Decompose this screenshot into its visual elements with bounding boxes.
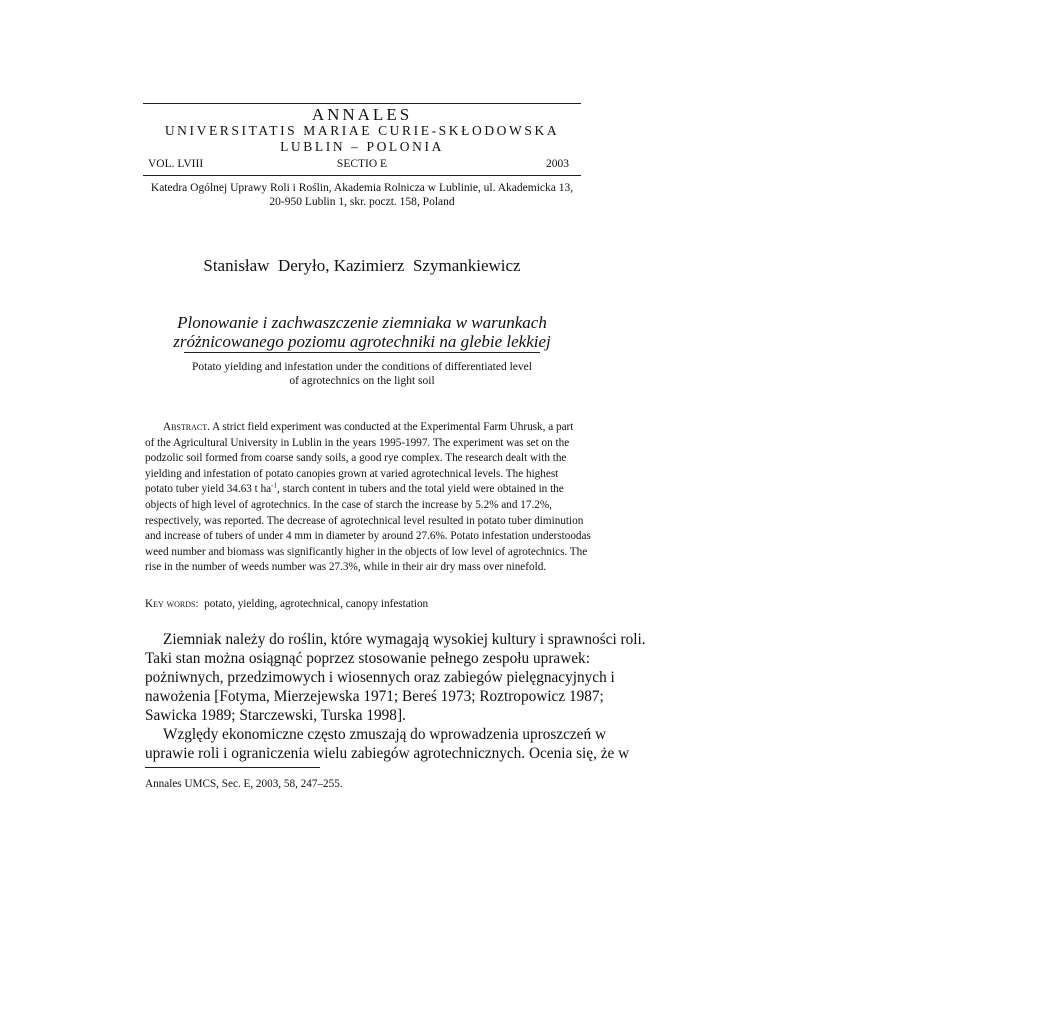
title-pl-line-1: Plonowanie i zachwaszczenie ziemniaka w warunkach bbox=[177, 313, 547, 332]
abstract-line: rise in the number of weeds number was 27.3%, while in their air dry mass over ninefold. bbox=[145, 561, 547, 574]
header-top-rule bbox=[143, 103, 581, 104]
body-line: Sawicka 1989; Starczewski, Turska 1998]. bbox=[145, 707, 406, 724]
footnote-rule bbox=[145, 767, 320, 768]
title-pl-line-2: zróżnicowanego poziomu agrotechniki na glebie lekkiej bbox=[173, 332, 551, 351]
keywords bbox=[145, 598, 428, 610]
title-underline bbox=[184, 352, 540, 353]
abstract-line: podzolic soil formed from coarse sandy soils, a good rye complex. The research dealt with the bbox=[145, 452, 567, 465]
body-line: Taki stan można osiągnąć poprzez stosowanie pełnego zespołu uprawek: bbox=[145, 650, 590, 667]
keywords-label: Key words bbox=[145, 598, 196, 610]
abstract-line: weed number and biomass was significantly higher in the objects of low level of agrotechnics. The bbox=[145, 545, 588, 558]
abstract-line: yielding and infestation of potato canopies grown at varied agrotechnical levels. The highest bbox=[145, 467, 559, 480]
unit-superscript: -1 bbox=[271, 481, 277, 490]
title-en-line-1: Potato yielding and infestation under the conditions of differentiated level bbox=[192, 361, 532, 373]
authors: Stanisław Deryło, Kazimierz Szymankiewicz bbox=[203, 256, 521, 275]
abstract-line bbox=[145, 420, 580, 436]
affiliation-line-2: 20-950 Lublin 1, skr. poczt. 158, Poland bbox=[269, 196, 455, 208]
affiliation-line-1: Katedra Ogólnej Uprawy Roli i Roślin, Akademia Rolnicza w Lublinie, ul. Akademicka 13, bbox=[150, 182, 574, 194]
year-label: 2003 bbox=[546, 158, 569, 170]
header-bottom-rule bbox=[143, 175, 581, 176]
journal-name: ANNALES bbox=[311, 105, 413, 124]
keywords-text: : potato, yielding, agrotechnical, canopy infestation bbox=[195, 598, 429, 610]
abstract-line: objects of high level of agrotechnics. In the case of starch the increase by 5.2% and 17.2%, bbox=[145, 498, 552, 511]
abstract-line: respectively, was reported. The decrease of agrotechnical level resulted in potato tuber diminution bbox=[145, 514, 584, 527]
title-en-line-2: of agrotechnics on the light soil bbox=[289, 375, 435, 387]
section-label: SECTIO E bbox=[336, 158, 388, 170]
abstract-line bbox=[145, 482, 580, 498]
body-line: pożniwnych, przedzimowych i wiosennych oraz zabiegów pielęgnacyjnych i bbox=[145, 669, 615, 686]
abstract-line: of the Agricultural University in Lublin in the years 1995-1997. The experiment was set on the bbox=[145, 436, 570, 449]
footnote: Annales UMCS, Sec. E, 2003, 58, 247–255. bbox=[145, 778, 343, 790]
abstract bbox=[145, 420, 591, 576]
volume-label: VOL. LVIII bbox=[148, 158, 204, 170]
city-line: LUBLIN – POLONIA bbox=[280, 139, 444, 154]
abstract-text: , starch content in tubers and the total yield were obtained in the bbox=[277, 483, 564, 496]
abstract-text: potato tuber yield 34.63 t ha bbox=[145, 483, 272, 496]
body-line: Ziemniak należy do roślin, które wymagają wysokiej kultury i sprawności roli. bbox=[163, 631, 646, 648]
abstract-text: . A strict field experiment was conducted at the Experimental Farm Uhrusk, a part bbox=[207, 421, 574, 433]
body-line: nawożenia [Fotyma, Mierzejewska 1971; Bereś 1973; Roztropowicz 1987; bbox=[145, 688, 604, 705]
body-line: uprawie roli i ograniczenia wielu zabiegów agrotechnicznych. Ocenia się, że w bbox=[145, 745, 630, 762]
body-line: Względy ekonomiczne często zmuszają do wprowadzenia uproszczeń w bbox=[163, 726, 606, 743]
body-text bbox=[145, 630, 646, 763]
university-name: UNIVERSITATIS MARIAE CURIE-SKŁODOWSKA bbox=[164, 123, 560, 138]
abstract-line: and increase of tubers of under 4 mm in diameter by around 27.6%. Potato infestation understoodas bbox=[145, 530, 591, 543]
abstract-label: Abstract bbox=[163, 421, 208, 433]
